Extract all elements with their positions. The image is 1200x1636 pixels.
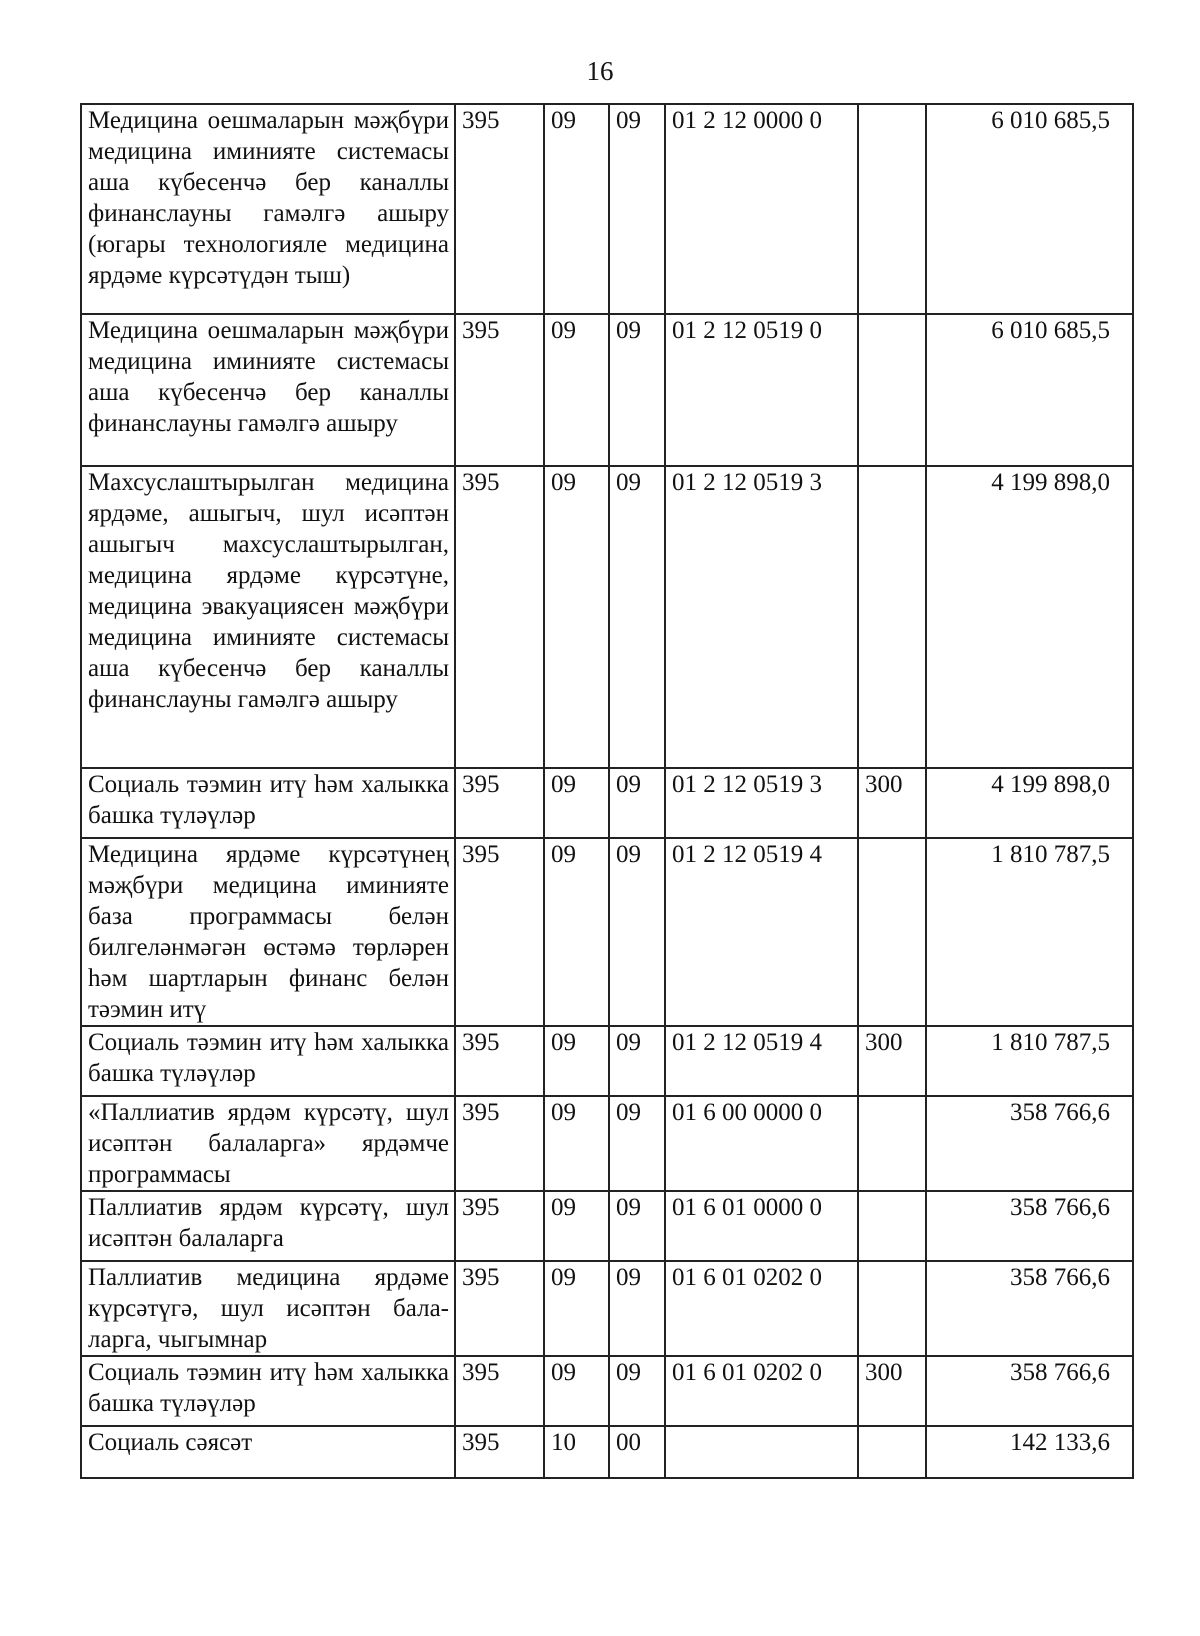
amount: 4 199 898,0 xyxy=(926,466,1133,768)
target-code: 01 6 01 0000 0 xyxy=(665,1191,858,1261)
row-name: Махсуслаштырылган медицина ярдәме, ашыгыч, шул исәптән ашыгыч махсуслаштырылган, медицина ярдәме күрсәтүне, медицина эвакуациясен мәҗбүри медицина иминияте системасы аша күбесенчә бер каналлы финанслауны гамәлгә ашыру xyxy=(81,466,455,768)
row-name: Паллиатив ярдәм күрсәтү, шул исәптән балаларга xyxy=(81,1191,455,1261)
table-row xyxy=(81,838,1133,1026)
expense-code xyxy=(858,838,926,1026)
target-code: 01 2 12 0519 4 xyxy=(665,838,858,1026)
row-name: Медицина ярдәме күрсәтүнең мәҗбүри медицина иминияте база программасы белән билгеләнмәгән өстәмә төрләрен һәм шартларын финанс белән тәэмин итү xyxy=(81,838,455,1026)
ministry-code: 395 xyxy=(455,1426,544,1478)
expense-code: 300 xyxy=(858,768,926,838)
amount: 358 766,6 xyxy=(926,1191,1133,1261)
section-code: 09 xyxy=(544,1191,609,1261)
expense-code xyxy=(858,1426,926,1478)
expense-code: 300 xyxy=(858,1026,926,1096)
ministry-code: 395 xyxy=(455,314,544,466)
amount: 358 766,6 xyxy=(926,1096,1133,1191)
subsection-code: 09 xyxy=(609,1096,665,1191)
ministry-code: 395 xyxy=(455,1026,544,1096)
table-row xyxy=(81,104,1133,314)
target-code: 01 2 12 0519 3 xyxy=(665,466,858,768)
budget-table-body xyxy=(81,104,1133,1478)
subsection-code: 09 xyxy=(609,768,665,838)
target-code: 01 2 12 0000 0 xyxy=(665,104,858,314)
expense-code xyxy=(858,104,926,314)
section-code: 09 xyxy=(544,838,609,1026)
row-name: «Паллиатив ярдәм күрсәтү, шул исәптән балаларга» ярдәмче программасы xyxy=(81,1096,455,1191)
row-name: Социаль тәэмин итү һәм халыкка башка түләүләр xyxy=(81,1356,455,1426)
section-code: 09 xyxy=(544,1356,609,1426)
amount: 6 010 685,5 xyxy=(926,104,1133,314)
ministry-code: 395 xyxy=(455,1096,544,1191)
section-code: 09 xyxy=(544,1096,609,1191)
section-code: 09 xyxy=(544,1026,609,1096)
table-row xyxy=(81,1191,1133,1261)
row-name: Медицина оешмаларын мәҗбүри медицина иминияте системасы аша күбесенчә бер каналлы финанслауны гамәлгә ашыру xyxy=(81,314,455,466)
row-name: Социаль тәэмин итү һәм халыкка башка түләүләр xyxy=(81,1026,455,1096)
subsection-code: 09 xyxy=(609,466,665,768)
subsection-code: 09 xyxy=(609,838,665,1026)
table-row xyxy=(81,768,1133,838)
target-code: 01 2 12 0519 3 xyxy=(665,768,858,838)
subsection-code: 09 xyxy=(609,314,665,466)
target-code: 01 2 12 0519 0 xyxy=(665,314,858,466)
expense-code xyxy=(858,1261,926,1356)
row-name: Паллиатив медицина ярдәме күрсәтүгә, шул исәптән балаларга, чыгымнар xyxy=(81,1261,455,1356)
amount: 142 133,6 xyxy=(926,1426,1133,1478)
section-code: 09 xyxy=(544,314,609,466)
subsection-code: 09 xyxy=(609,1026,665,1096)
row-name: Социаль тәэмин итү һәм халыкка башка түләүләр xyxy=(81,768,455,838)
amount: 6 010 685,5 xyxy=(926,314,1133,466)
subsection-code: 09 xyxy=(609,104,665,314)
subsection-code: 09 xyxy=(609,1356,665,1426)
amount: 358 766,6 xyxy=(926,1261,1133,1356)
target-code xyxy=(665,1426,858,1478)
section-code: 09 xyxy=(544,466,609,768)
table-row xyxy=(81,1426,1133,1478)
table-row xyxy=(81,1026,1133,1096)
ministry-code: 395 xyxy=(455,768,544,838)
table-row xyxy=(81,1356,1133,1426)
expense-code xyxy=(858,314,926,466)
section-code: 09 xyxy=(544,104,609,314)
expense-code xyxy=(858,466,926,768)
page-number: 16 xyxy=(586,56,614,86)
expense-code: 300 xyxy=(858,1356,926,1426)
subsection-code: 09 xyxy=(609,1261,665,1356)
ministry-code: 395 xyxy=(455,1356,544,1426)
table-row xyxy=(81,314,1133,466)
target-code: 01 2 12 0519 4 xyxy=(665,1026,858,1096)
ministry-code: 395 xyxy=(455,466,544,768)
ministry-code: 395 xyxy=(455,104,544,314)
amount: 358 766,6 xyxy=(926,1356,1133,1426)
table-row xyxy=(81,1096,1133,1191)
table-row xyxy=(81,466,1133,768)
row-name: Медицина оешмаларын мәҗбүри медицина иминияте системасы аша күбесенчә бер каналлы финанслауны гамәлгә ашыру (югары технологияле медицина ярдәме күрсәтүдән тыш) xyxy=(81,104,455,314)
section-code: 10 xyxy=(544,1426,609,1478)
amount: 4 199 898,0 xyxy=(926,768,1133,838)
section-code: 09 xyxy=(544,1261,609,1356)
amount: 1 810 787,5 xyxy=(926,838,1133,1026)
section-code: 09 xyxy=(544,768,609,838)
target-code: 01 6 01 0202 0 xyxy=(665,1261,858,1356)
target-code: 01 6 00 0000 0 xyxy=(665,1096,858,1191)
budget-table xyxy=(80,103,1134,1479)
expense-code xyxy=(858,1096,926,1191)
expense-code xyxy=(858,1191,926,1261)
ministry-code: 395 xyxy=(455,1261,544,1356)
table-row xyxy=(81,1261,1133,1356)
subsection-code: 00 xyxy=(609,1426,665,1478)
amount: 1 810 787,5 xyxy=(926,1026,1133,1096)
target-code: 01 6 01 0202 0 xyxy=(665,1356,858,1426)
row-name: Социаль сәясәт xyxy=(81,1426,455,1478)
ministry-code: 395 xyxy=(455,838,544,1026)
subsection-code: 09 xyxy=(609,1191,665,1261)
ministry-code: 395 xyxy=(455,1191,544,1261)
